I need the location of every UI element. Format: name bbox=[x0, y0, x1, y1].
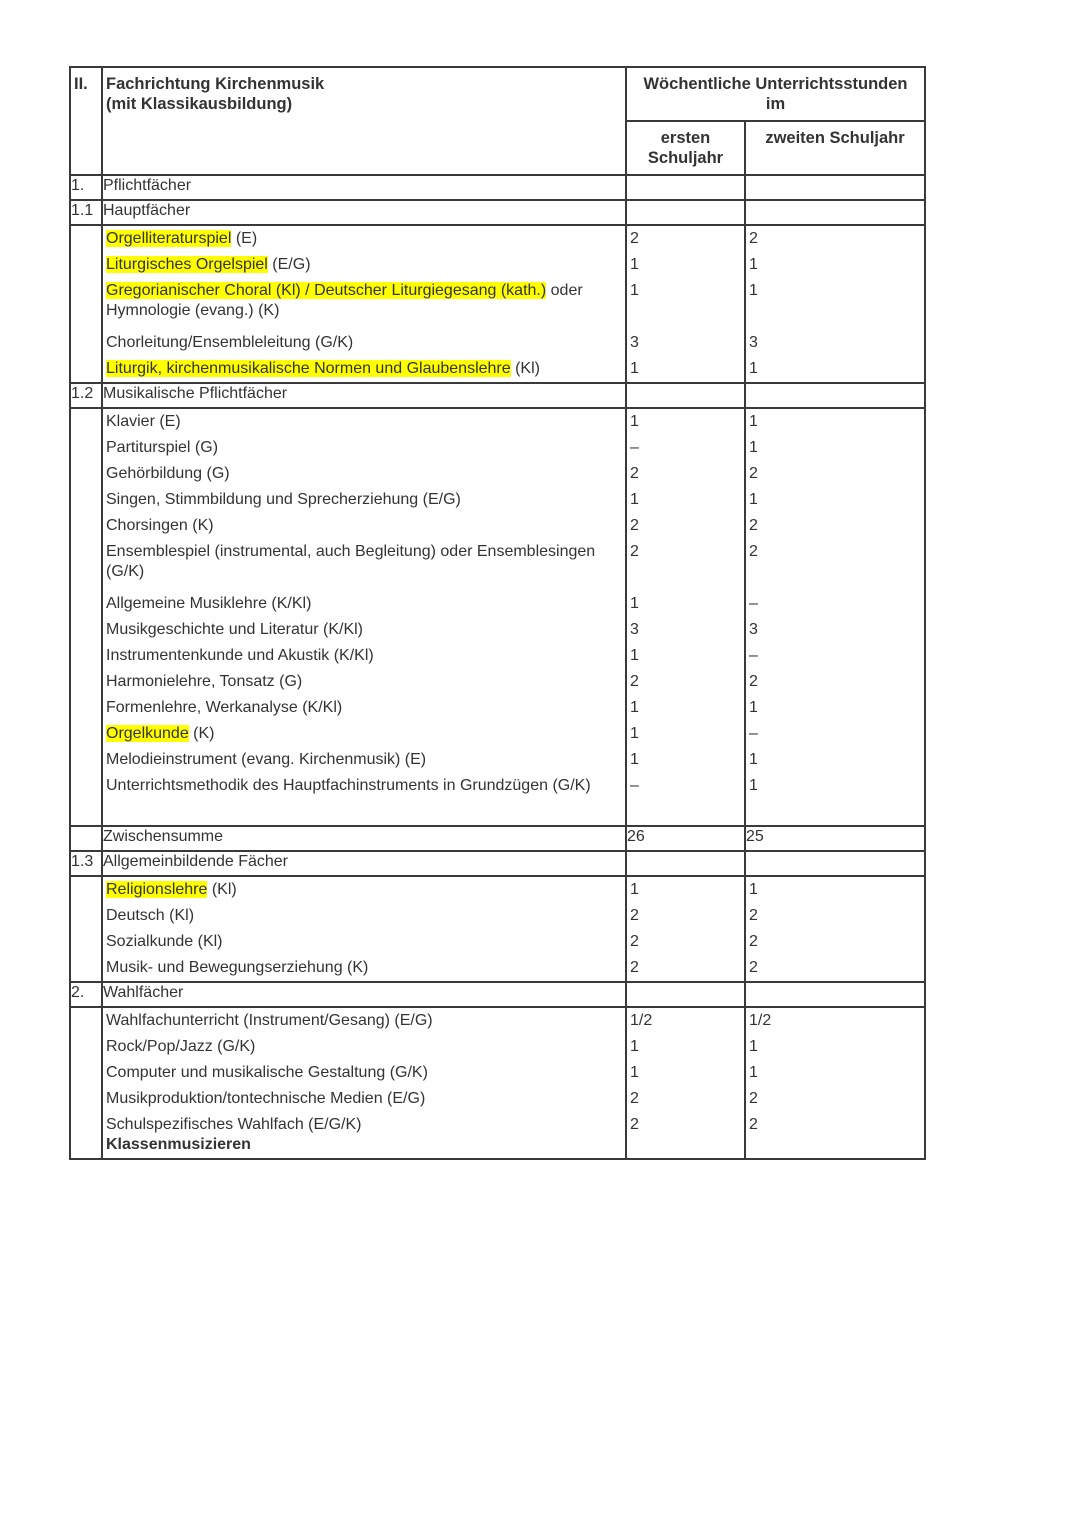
subject-text: Partiturspiel (G) bbox=[106, 439, 219, 456]
subjects-cell bbox=[102, 408, 626, 826]
subtotal-row bbox=[70, 826, 925, 851]
hours-year1: – bbox=[630, 777, 639, 794]
subject-text: Gehörbildung (G) bbox=[106, 465, 230, 482]
subject-name bbox=[103, 226, 625, 252]
subjects-cell bbox=[102, 876, 626, 982]
hours-year1: 1 bbox=[630, 647, 639, 664]
hours-year2: 2 bbox=[749, 933, 758, 950]
subject-name bbox=[103, 278, 625, 330]
subjects-cell bbox=[102, 1007, 626, 1159]
section-label: Wahlfächer bbox=[102, 982, 626, 1007]
section-number: 2. bbox=[70, 982, 102, 1007]
hours-year1: 3 bbox=[630, 621, 639, 638]
subject-name bbox=[103, 409, 625, 435]
section-label: Pflichtfächer bbox=[102, 175, 626, 200]
subject-text: Instrumentenkunde und Akustik (K/Kl) bbox=[106, 647, 374, 664]
hours-year2: 2 bbox=[749, 673, 758, 690]
section-row bbox=[70, 851, 925, 876]
curriculum-table bbox=[69, 66, 926, 1160]
section-row bbox=[70, 383, 925, 408]
subject-text: Musikgeschichte und Literatur (K/Kl) bbox=[106, 621, 363, 638]
subtotal-label: Zwischensumme bbox=[102, 826, 626, 851]
hours-year2: 1 bbox=[749, 360, 758, 377]
hours-year1: – bbox=[630, 439, 639, 456]
year1-cell bbox=[626, 1007, 745, 1159]
subject-text: Chorsingen (K) bbox=[106, 517, 214, 534]
subject-name bbox=[103, 773, 625, 825]
subject-name bbox=[103, 695, 625, 721]
subject-text: Sozialkunde (Kl) bbox=[106, 933, 223, 950]
hours-year2: – bbox=[749, 647, 758, 664]
section-row bbox=[70, 175, 925, 200]
year2-cell bbox=[745, 408, 925, 826]
subject-text: (E) bbox=[231, 230, 258, 247]
hours-year2: 1 bbox=[749, 1038, 758, 1055]
hours-year2: – bbox=[749, 725, 758, 742]
subject-text: Schulspezifisches Wahlfach (E/G/K) bbox=[106, 1116, 362, 1133]
block-row bbox=[70, 876, 925, 982]
year2-cell bbox=[745, 1007, 925, 1159]
hours-year2: 1 bbox=[749, 439, 758, 456]
subject-name bbox=[103, 929, 625, 955]
hours-year1: 2 bbox=[630, 933, 639, 950]
hours-year2: 1 bbox=[749, 777, 758, 794]
hours-year1: 1 bbox=[630, 282, 639, 299]
hours-year1: 1 bbox=[630, 360, 639, 377]
hours-year1: 2 bbox=[630, 1116, 639, 1133]
subject-text: Chorleitung/Ensembleleitung (G/K) bbox=[106, 334, 354, 351]
highlighted-text: Gregorianischer Choral (Kl) / Deutscher Liturgiegesang (kath.) bbox=[106, 282, 547, 299]
subject-text: Singen, Stimmbildung und Sprecherziehung (E/G) bbox=[106, 491, 461, 508]
block-row bbox=[70, 408, 925, 826]
year2-cell bbox=[745, 225, 925, 383]
hours-year1: 2 bbox=[630, 230, 639, 247]
hours-year1: 1 bbox=[630, 256, 639, 273]
hours-year1: 1 bbox=[630, 413, 639, 430]
subject-text: Formenlehre, Werkanalyse (K/Kl) bbox=[106, 699, 343, 716]
header-title-line2: (mit Klassikausbildung) bbox=[106, 95, 293, 113]
section-label: Allgemeinbildende Fächer bbox=[102, 851, 626, 876]
hours-year1: 1/2 bbox=[630, 1012, 653, 1029]
hours-year2: 2 bbox=[749, 230, 758, 247]
hours-year2: 1 bbox=[749, 256, 758, 273]
subject-text: (K) bbox=[188, 725, 215, 742]
subject-name bbox=[103, 903, 625, 929]
subject-name bbox=[103, 330, 625, 356]
subject-text: Musik- und Bewegungserziehung (K) bbox=[106, 959, 369, 976]
subject-name bbox=[103, 435, 625, 461]
subject-name bbox=[103, 669, 625, 695]
subject-text: (E/G) bbox=[267, 256, 311, 273]
year1-cell bbox=[626, 408, 745, 826]
section-number: 1.1 bbox=[70, 200, 102, 225]
subject-text: Harmonielehre, Tonsatz (G) bbox=[106, 673, 303, 690]
subject-name bbox=[103, 461, 625, 487]
hours-year2: 2 bbox=[749, 1090, 758, 1107]
header-title bbox=[102, 67, 626, 175]
hours-year1: 2 bbox=[630, 517, 639, 534]
section-label: Musikalische Pflichtfächer bbox=[102, 383, 626, 408]
subjects-cell bbox=[102, 225, 626, 383]
subject-name bbox=[103, 1060, 625, 1086]
hours-year2: 1 bbox=[749, 751, 758, 768]
subject-name bbox=[103, 1086, 625, 1112]
subject-text: Wahlfachunterricht (Instrument/Gesang) (E/G) bbox=[106, 1012, 433, 1029]
hours-year1: 1 bbox=[630, 1064, 639, 1081]
block-row bbox=[70, 1007, 925, 1159]
subject-text: Musikproduktion/tontechnische Medien (E/G) bbox=[106, 1090, 426, 1107]
subject-name bbox=[103, 487, 625, 513]
subject-name bbox=[103, 1008, 625, 1034]
hours-year2: 2 bbox=[749, 907, 758, 924]
subject-text: (Kl) bbox=[207, 881, 237, 898]
hours-year2: 3 bbox=[749, 334, 758, 351]
footer-bold-text: Klassenmusizieren bbox=[106, 1136, 251, 1153]
subject-text: Rock/Pop/Jazz (G/K) bbox=[106, 1038, 256, 1055]
section-row bbox=[70, 982, 925, 1007]
highlighted-text: Orgelkunde bbox=[106, 725, 189, 742]
hours-year2: 2 bbox=[749, 465, 758, 482]
section-number: 1. bbox=[70, 175, 102, 200]
year1-cell bbox=[626, 876, 745, 982]
subject-name bbox=[103, 513, 625, 539]
subject-name bbox=[103, 747, 625, 773]
hours-year2: 1 bbox=[749, 699, 758, 716]
hours-year2: 2 bbox=[749, 543, 758, 560]
subject-name bbox=[103, 1034, 625, 1060]
hours-year1: 1 bbox=[630, 595, 639, 612]
highlighted-text: Liturgisches Orgelspiel bbox=[106, 256, 268, 273]
year2-cell bbox=[745, 876, 925, 982]
subject-text: Deutsch (Kl) bbox=[106, 907, 195, 924]
section-number: 1.3 bbox=[70, 851, 102, 876]
highlighted-text: Liturgik, kirchenmusikalische Normen und Glaubenslehre bbox=[106, 360, 511, 377]
hours-year1: 2 bbox=[630, 1090, 639, 1107]
subject-text: Computer und musikalische Gestaltung (G/K) bbox=[106, 1064, 428, 1081]
subject-text: oder Hymnologie (evang.) (K) bbox=[106, 282, 583, 319]
hours-year1: 2 bbox=[630, 465, 639, 482]
hours-year2: 1 bbox=[749, 282, 758, 299]
subject-name bbox=[103, 591, 625, 617]
subject-name bbox=[103, 617, 625, 643]
hours-year2: – bbox=[749, 595, 758, 612]
subject-name bbox=[103, 252, 625, 278]
subject-text: Ensemblespiel (instrumental, auch Begleitung) oder Ensemblesingen (G/K) bbox=[106, 543, 596, 580]
subject-text: (Kl) bbox=[510, 360, 540, 377]
hours-year1: 1 bbox=[630, 1038, 639, 1055]
hours-year2: 1 bbox=[749, 491, 758, 508]
weekly-hours-header: Wöchentliche Unterrichtsstunden im bbox=[626, 67, 925, 121]
header-row bbox=[70, 67, 925, 121]
hours-year1: 1 bbox=[630, 491, 639, 508]
subject-text: Unterrichtsmethodik des Hauptfachinstruments in Grundzügen (G/K) bbox=[106, 777, 591, 794]
hours-year2: 1 bbox=[749, 1064, 758, 1081]
hours-year1: 3 bbox=[630, 334, 639, 351]
subject-name bbox=[103, 643, 625, 669]
subject-name bbox=[103, 539, 625, 591]
hours-year2: 1 bbox=[749, 881, 758, 898]
header-title-line1: Fachrichtung Kirchenmusik bbox=[106, 75, 325, 93]
subject-name bbox=[103, 877, 625, 903]
subject-name bbox=[103, 721, 625, 747]
section-number: 1.2 bbox=[70, 383, 102, 408]
hours-year2: 2 bbox=[749, 1116, 758, 1133]
hours-year1: 1 bbox=[630, 699, 639, 716]
hours-year1: 2 bbox=[630, 959, 639, 976]
hours-year1: 2 bbox=[630, 907, 639, 924]
hours-year2: 3 bbox=[749, 621, 758, 638]
subject-name bbox=[103, 356, 625, 382]
hours-year1: 1 bbox=[630, 881, 639, 898]
year2-header: zweiten Schuljahr bbox=[745, 121, 925, 175]
subject-text: Allgemeine Musiklehre (K/Kl) bbox=[106, 595, 312, 612]
hours-year2: 1 bbox=[749, 413, 758, 430]
highlighted-text: Religionslehre bbox=[106, 881, 208, 898]
hours-year1: 2 bbox=[630, 673, 639, 690]
subject-text: Klavier (E) bbox=[106, 413, 181, 430]
year1-header: ersten Schuljahr bbox=[626, 121, 745, 175]
subject-text: Melodieinstrument (evang. Kirchenmusik) (E) bbox=[106, 751, 427, 768]
roman-numeral: II. bbox=[70, 67, 102, 175]
subject-name bbox=[103, 955, 625, 981]
highlighted-text: Orgelliteraturspiel bbox=[106, 230, 232, 247]
section-row bbox=[70, 200, 925, 225]
hours-year2: 1/2 bbox=[749, 1012, 772, 1029]
hours-year1: 1 bbox=[630, 725, 639, 742]
block-row bbox=[70, 225, 925, 383]
subtotal-year1: 26 bbox=[626, 826, 745, 851]
year1-cell bbox=[626, 225, 745, 383]
section-label: Hauptfächer bbox=[102, 200, 626, 225]
hours-year1: 2 bbox=[630, 543, 639, 560]
subtotal-year2: 25 bbox=[745, 826, 925, 851]
hours-year1: 1 bbox=[630, 751, 639, 768]
hours-year2: 2 bbox=[749, 959, 758, 976]
hours-year2: 2 bbox=[749, 517, 758, 534]
